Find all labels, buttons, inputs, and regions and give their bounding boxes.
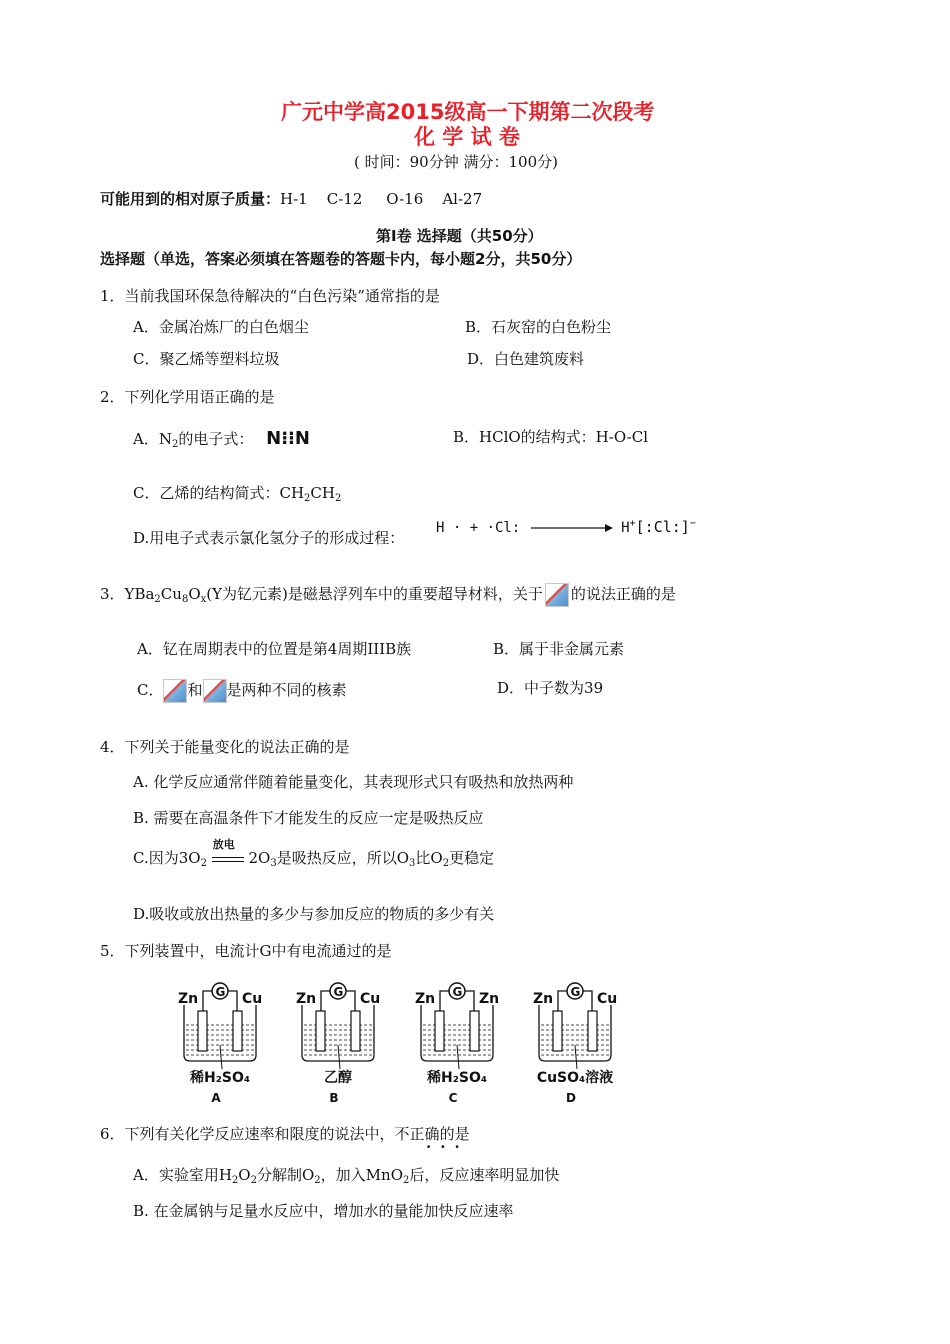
q4-option-c: C.因为$3O_2$ 放电 $2O_3$是吸热反应，所以$O_3$比$O_2$更稳定 <box>133 838 495 869</box>
wire-left <box>558 991 567 1011</box>
discharge-equals-sign: 放电 <box>212 850 244 868</box>
q4-stem: 4．下列关于能量变化的说法正确的是 <box>100 738 350 756</box>
electrode-right-label: Cu <box>360 991 381 1007</box>
galvanic-cell-diagrams <box>170 975 650 1114</box>
electrode-right-label: Cu <box>242 991 263 1007</box>
beaker <box>302 1005 374 1061</box>
solution-pointer <box>457 1045 459 1069</box>
electrode-left <box>553 1011 562 1051</box>
electrode-left-label: Zn <box>533 991 554 1007</box>
exam-subtitle: 化 学 试 卷 <box>414 125 520 149</box>
q2-option-c: C．乙烯的结构简式：$CH_2CH_2$ <box>133 484 342 504</box>
wire-right <box>228 991 237 1011</box>
q1-option-a: A．金属冶炼厂的白色烟尘 <box>133 318 309 336</box>
wire-right <box>583 991 592 1011</box>
q6-option-a: A．实验室用$H_2O_2$分解制$O_2$，加入MnO$_2$后，反应速率明显加快 <box>133 1166 560 1186</box>
electrode-right <box>351 1011 360 1051</box>
solution-label: 乙醇 <box>324 1070 352 1086</box>
q4-option-b: B. 需要在高温条件下才能发生的反应一定是吸热反应 <box>133 809 484 827</box>
wire-left <box>440 991 449 1011</box>
q2-option-b: B．HClO的结构式：H-O-Cl <box>453 428 649 446</box>
electrode-left <box>435 1011 444 1051</box>
q4-option-a: A. 化学反应通常伴随着能量变化，其表现形式只有吸热和放热两种 <box>133 773 574 791</box>
q6-emphasis: 不正确 <box>394 1125 440 1143</box>
q2-stem: 2．下列化学用语正确的是 <box>100 388 275 406</box>
exam-title: 广元中学高2015级高一下期第二次段考 <box>281 100 655 124</box>
q1-option-c: C．聚乙烯等塑料垃圾 <box>133 350 280 368</box>
device-option-label: C <box>448 1091 458 1105</box>
section-instructions: 选择题（单选，答案必须填在答题卷的答题卡内，每小题2分，共50分） <box>100 250 582 268</box>
electrode-left-label: Zn <box>296 991 317 1007</box>
q1-option-d: D．白色建筑废料 <box>467 350 585 368</box>
galvanometer-label: G <box>570 985 581 999</box>
electrode-right <box>470 1011 479 1051</box>
reaction-arrow-icon <box>529 522 613 534</box>
atomic-mass-line <box>100 190 482 208</box>
q3-option-b: B．属于非金属元素 <box>493 640 625 658</box>
wire-left <box>321 991 330 1011</box>
nuclide-image-icon <box>203 679 227 703</box>
solution-label: 稀H₂SO₄ <box>427 1070 487 1086</box>
q3-option-c: C． 和 是两种不同的核素 <box>137 679 347 703</box>
q4-option-d: D.吸收或放出热量的多少与参加反应的物质的多少有关 <box>133 905 495 923</box>
section-title: 第Ⅰ卷 选择题（共50分） <box>376 227 543 245</box>
galvanometer-label: G <box>215 985 226 999</box>
beaker <box>184 1005 256 1061</box>
electrode-right <box>588 1011 597 1051</box>
emphasis-dots: ··· <box>426 1138 469 1156</box>
electrode-left <box>316 1011 325 1051</box>
q3-option-a: A．钇在周期表中的位置是第4周期IIIB族 <box>137 640 412 658</box>
q2-option-a: A．$N_2$的电子式： N⁝⁝N <box>133 428 310 450</box>
electrode-left <box>198 1011 207 1051</box>
q3-stem: 3．$YBa_2Cu_8O_x(Y$为钇元素)是磁悬浮列车中的重要超导材料，关于 的说法正确的是 <box>100 585 676 605</box>
galvanometer-label: G <box>452 985 463 999</box>
q6-stem: 6．下列有关化学反应速率和限度的说法中，不正确的是 <box>100 1125 470 1143</box>
q1-stem: 1．当前我国环保急待解决的“白色污染”通常指的是 <box>100 287 440 305</box>
device-option-label: B <box>329 1091 339 1105</box>
device-option-label: A <box>211 1091 221 1105</box>
solution-label: 稀H₂SO₄ <box>190 1070 250 1086</box>
electrode-right-label: Cu <box>597 991 618 1007</box>
solution-pointer <box>575 1045 577 1069</box>
cells-svg <box>170 975 650 1110</box>
q5-stem: 5．下列装置中，电流计G中有电流通过的是 <box>100 942 392 960</box>
electrode-right-label: Zn <box>479 991 500 1007</box>
solution-pointer <box>338 1045 340 1069</box>
wire-left <box>203 991 212 1011</box>
nuclide-image-icon <box>163 679 187 703</box>
nuclide-image-icon <box>545 583 569 607</box>
solution-pointer <box>220 1045 222 1069</box>
beaker <box>421 1005 493 1061</box>
electrode-right <box>233 1011 242 1051</box>
solution-label: CuSO₄溶液 <box>536 1070 614 1086</box>
hcl-formation-formula: H · + ·Cl: H+[:Cl:]− <box>436 518 696 536</box>
beaker <box>539 1005 611 1061</box>
electrode-left-label: Zn <box>178 991 199 1007</box>
q1-option-b: B．石灰窑的白色粉尘 <box>465 318 612 336</box>
galvanometer-label: G <box>333 985 344 999</box>
atomic-mass-label: 可能用到的相对原子质量： <box>100 190 281 208</box>
q6-option-b: B. 在金属钠与足量水反应中，增加水的量能加快反应速率 <box>133 1202 514 1220</box>
q3-option-d: D．中子数为39 <box>497 679 604 697</box>
wire-right <box>346 991 355 1011</box>
n2-electron-formula: N⁝⁝N <box>266 428 310 449</box>
q2-option-d: D.用电子式表示氯化氢分子的形成过程： <box>133 529 405 547</box>
atomic-mass-values: H-1 C-12 O-16 Al-27 <box>280 190 483 208</box>
wire-right <box>465 991 474 1011</box>
electrode-left-label: Zn <box>415 991 436 1007</box>
device-option-label: D <box>566 1091 576 1105</box>
time-info: ( 时间：90分钟 满分：100分) <box>354 153 558 171</box>
